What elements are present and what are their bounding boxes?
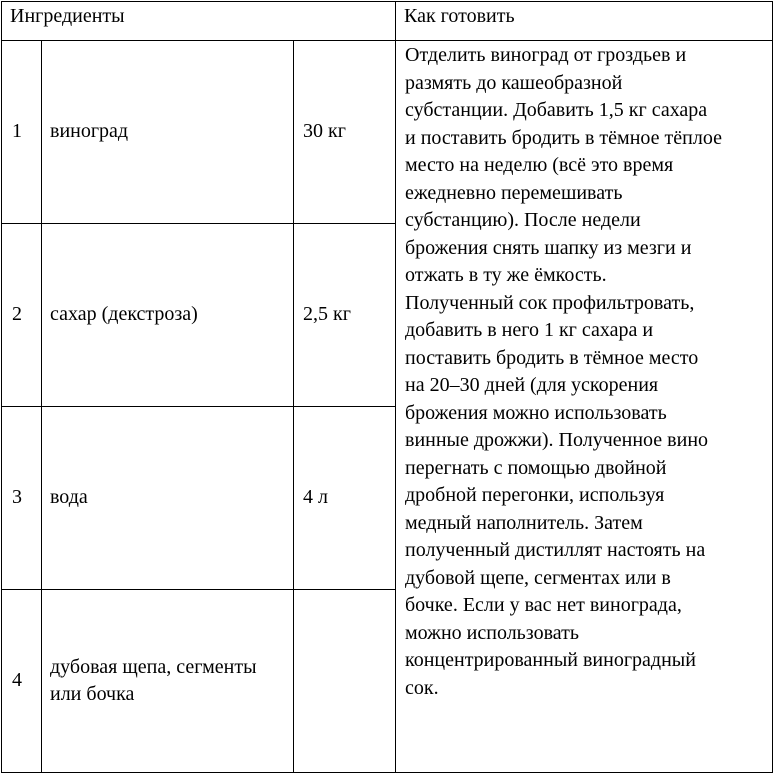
method-line: отжать в ту же ёмкость. — [405, 264, 607, 286]
method-line: сок. — [405, 676, 439, 699]
method-cell — [396, 41, 773, 773]
ingredient-quantity: 30 кг — [294, 41, 396, 224]
method-header-label: Как готовить — [404, 5, 515, 27]
ingredient-name: сахар (декстроза) — [42, 224, 294, 407]
method-line: субстанцию). После недели — [405, 209, 641, 231]
method-line: на 20–30 дней (для ускорения — [405, 374, 659, 396]
ingredients-header-label: Ингредиенты — [10, 5, 125, 27]
method-line: Отделить виноград от гроздьев и — [405, 44, 687, 66]
method-line: ежедневно перемешивать — [405, 181, 623, 204]
header-row — [2, 2, 773, 41]
ingredient-quantity — [294, 590, 396, 773]
ingredient-row-1 — [2, 41, 773, 224]
ingredients-header — [2, 2, 396, 41]
ingredient-number: 4 — [2, 590, 42, 773]
method-line: полученный дистиллят настоять на — [405, 539, 706, 561]
recipe-table — [1, 1, 773, 773]
method-line: добавить в него 1 кг сахара и — [405, 319, 654, 341]
method-line: поставить бродить в тёмное место — [405, 346, 699, 369]
ingredient-name: виноград — [42, 41, 294, 224]
method-line: дробной перегонки, используя — [405, 484, 665, 506]
method-line: Полученный сок профильтровать, — [405, 291, 695, 314]
ingredient-quantity: 4 л — [294, 407, 396, 590]
method-line: брожения снять шапку из мезги и — [405, 236, 692, 259]
method-line: перегнать с помощью двойной — [405, 456, 667, 479]
ingredient-quantity: 2,5 кг — [294, 224, 396, 407]
method-line: размять до кашеобразной — [405, 71, 623, 94]
method-line: медный наполнитель. Затем — [405, 511, 643, 534]
method-line: брожения можно использовать — [405, 401, 667, 424]
method-line: бочке. Если у вас нет винограда, — [405, 594, 682, 616]
method-line: место на неделю (всё это время — [405, 154, 674, 176]
ingredient-number: 1 — [2, 41, 42, 224]
ingredient-name: вода — [42, 407, 294, 590]
ingredient-number: 3 — [2, 407, 42, 590]
method-text — [396, 41, 772, 702]
method-line: винные дрожжи). Полученное вино — [405, 429, 709, 451]
method-line: дубовой щепе, сегментах или в — [405, 566, 671, 589]
method-header — [396, 2, 773, 41]
ingredient-name: дубовая щепа, сегменты или бочка — [42, 590, 294, 773]
method-line: субстанции. Добавить 1,5 кг сахара — [405, 99, 708, 121]
ingredient-number: 2 — [2, 224, 42, 407]
method-line: концентрированный виноградный — [405, 649, 696, 671]
method-line: и поставить бродить в тёмное тёплое — [405, 126, 722, 149]
method-line: можно использовать — [405, 621, 579, 644]
